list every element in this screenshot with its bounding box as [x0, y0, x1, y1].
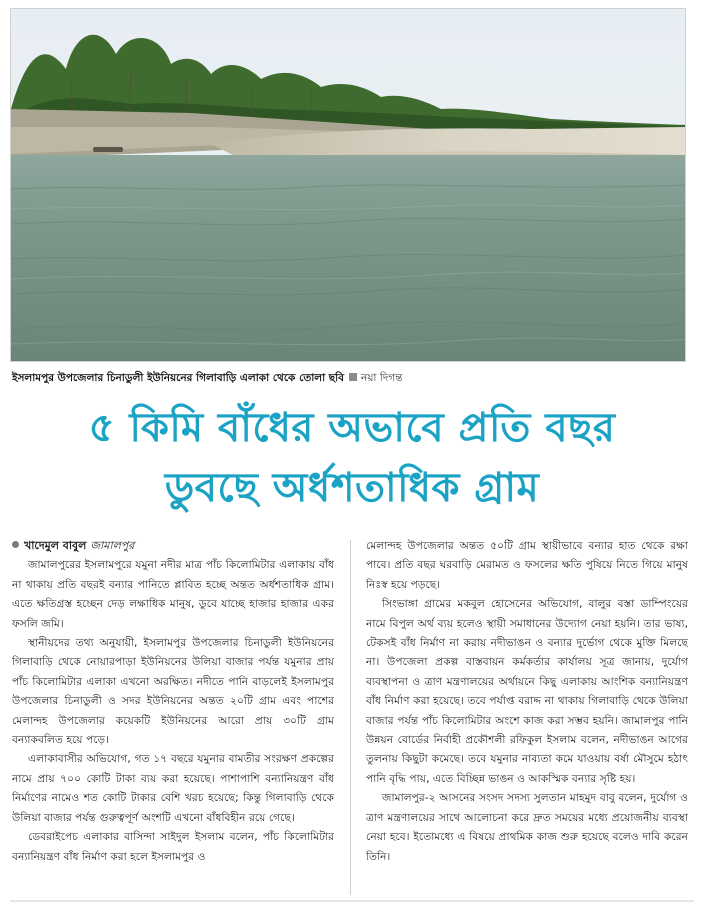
paragraph: সিংভাঙ্গা গ্রামের মকবুল হোসেনের অভিযোগ, বালুর বস্তা ডাম্পিংয়ের নামে বিপুল অর্থ ব্যয় হলেও স্থায়ী সমাধানের উদ্যোগ নেয়া হয়নি। তার ভাষ্য, টেকসই বাঁধ নির্মাণ না করায় নদীভাঙন ও বন্যার দুর্ভোগ থেকে মুক্তি মিলছে না। উপজেলা প্রকল্প বাস্তবায়ন কর্মকর্তার কার্যালয় সূত্র জানায়, দুর্যোগ ব্যবস্থাপনা ও ত্রাণ মন্ত্রণালয়ের অর্থায়নে কিছু এলাকায় আংশিক বন্যানিয়ন্ত্রণ বাঁধ নির্মাণ করা হয়েছে। তবে পর্যাপ্ত বরাদ্দ না থাকায় গিলাবাড়ি থেকে উলিয়া বাজার পর্যন্ত পাঁচ কিলোমিটার অংশে কাজ করা সম্ভব হয়নি। জামালপুর পানি উন্নয়ন বোর্ডের নির্বাহী প্রকৌশলী রফিকুল ইসলাম বলেন, নদীভাঙন আগের তুলনায় কিছুটা কমেছে। তবে যমুনার নাব্যতা কমে যাওয়ায় বর্ষা মৌসুমে হঠাৎ পানি বৃদ্ধি পায়, এতে বিচ্ছিন্ন ভাঙন ও আকস্মিক বন্যার সৃষ্টি হয়। [366, 597, 688, 785]
photo-credit: নয়া দিগন্ত [360, 372, 403, 384]
column-divider [350, 540, 351, 895]
bottom-rule [10, 900, 694, 902]
news-photo [10, 8, 686, 362]
paragraph: মেলান্দহ উপজেলার অন্তত ৫০টি গ্রাম স্থায়ীভাবে বন্যার হাত থেকে রক্ষা পাবে। প্রতি বছর ঘরবাড়ি মেরামত ও ফসলের ক্ষতি পুষিয়ে নিতে গিয়ে মানুষ নিঃস্ব হয়ে পড়ছে। [366, 539, 688, 591]
byline-author: খাদেমুল বাবুল [24, 539, 87, 552]
paragraph: এলাকাবাসীর অভিযোগ, গত ১৭ বছরে যমুনার বামতীর সংরক্ষণ প্রকল্পের নামে প্রায় ৭০০ কোটি টাকা ব্যয় করা হয়েছে। পাশাপাশি বন্যানিয়ন্ত্রণ বাঁধ নির্মাণের নামেও শত কোটি টাকার বেশি খরচ হয়েছে; কিন্তু গিলাবাড়ি থেকে উলিয়া বাজার পর্যন্ত গুরুত্বপূর্ণ অংশটি এখনো বাঁধবিহীন রয়ে গেছে। [12, 752, 334, 824]
paragraph: জামালপুর-২ আসনের সংসদ সদস্য সুলতান মাহমুদ বাবু বলেন, দুর্যোগ ও ত্রাণ মন্ত্রণালয়ের সাথে আলোচনা করে দ্রুত সময়ের মধ্যে প্রয়োজনীয় ব্যবস্থা নেয়া হবে। ইতোমধ্যে এ বিষয়ে প্রাথমিক কাজ শুরু হয়েছে বলেও দাবি করেন তিনি। [366, 791, 688, 863]
paragraph: জামালপুরের ইসলামপুরে যমুনা নদীর মাত্র পাঁচ কিলোমিটার এলাকায় বাঁধ না থাকায় প্রতি বছরই বন্যার পানিতে প্লাবিত হচ্ছে অন্তত অর্ধশতাধিক গ্রাম। এতে ক্ষতিগ্রস্ত হচ্ছেন দেড় লক্ষাধিক মানুষ, ডুবে যাচ্ছে হাজার হাজার একর ফসলি জমি। [12, 558, 334, 630]
caption-text: ইসলামপুর উপজেলার চিনাডুলী ইউনিয়নের গিলাবাড়ি এলাকা থেকে তোলা ছবি [12, 372, 344, 384]
paragraph: স্থানীয়দের তথ্য অনুযায়ী, ইসলামপুর উপজেলার চিনাডুলী ইউনিয়নের গিলাবাড়ি থেকে নোয়ারপাড়া ইউনিয়নের উলিয়া বাজার পর্যন্ত যমুনার প্রায় পাঁচ কিলোমিটার এলাকা এখনো অরক্ষিত। নদীতে পানি বাড়লেই ইসলামপুর উপজেলার চিনাডুলী ও সদর ইউনিয়নের অন্তত ২০টি গ্রাম এবং পাশের মেলান্দহ উপজেলার কয়েকটি ইউনিয়নের আরো প্রায় ৩০টি গ্রাম বন্যাকবলিত হয়ে পড়ে। [12, 636, 334, 747]
article-column-left [12, 536, 334, 898]
bullet-icon [12, 541, 19, 548]
river-photo-illustration [11, 9, 686, 362]
photo-caption [12, 370, 692, 386]
article-column-right [366, 536, 688, 898]
headline [0, 398, 704, 518]
byline [12, 536, 334, 555]
headline-line-1: ৫ কিমি বাঁধের অভাবে প্রতি বছর [88, 405, 616, 451]
byline-place: জামালপুর [90, 539, 135, 552]
headline-line-2: ডুবছে অর্ধশতাধিক গ্রাম [164, 465, 540, 511]
paragraph: ডেবরাইপেচ এলাকার বাসিন্দা সাইদুল ইসলাম বলেন, পাঁচ কিলোমিটার বন্যানিয়ন্ত্রণ বাঁধ নির্মাণ করা হলে ইসলামপুর ও [12, 830, 334, 863]
caption-square-icon [349, 373, 357, 381]
